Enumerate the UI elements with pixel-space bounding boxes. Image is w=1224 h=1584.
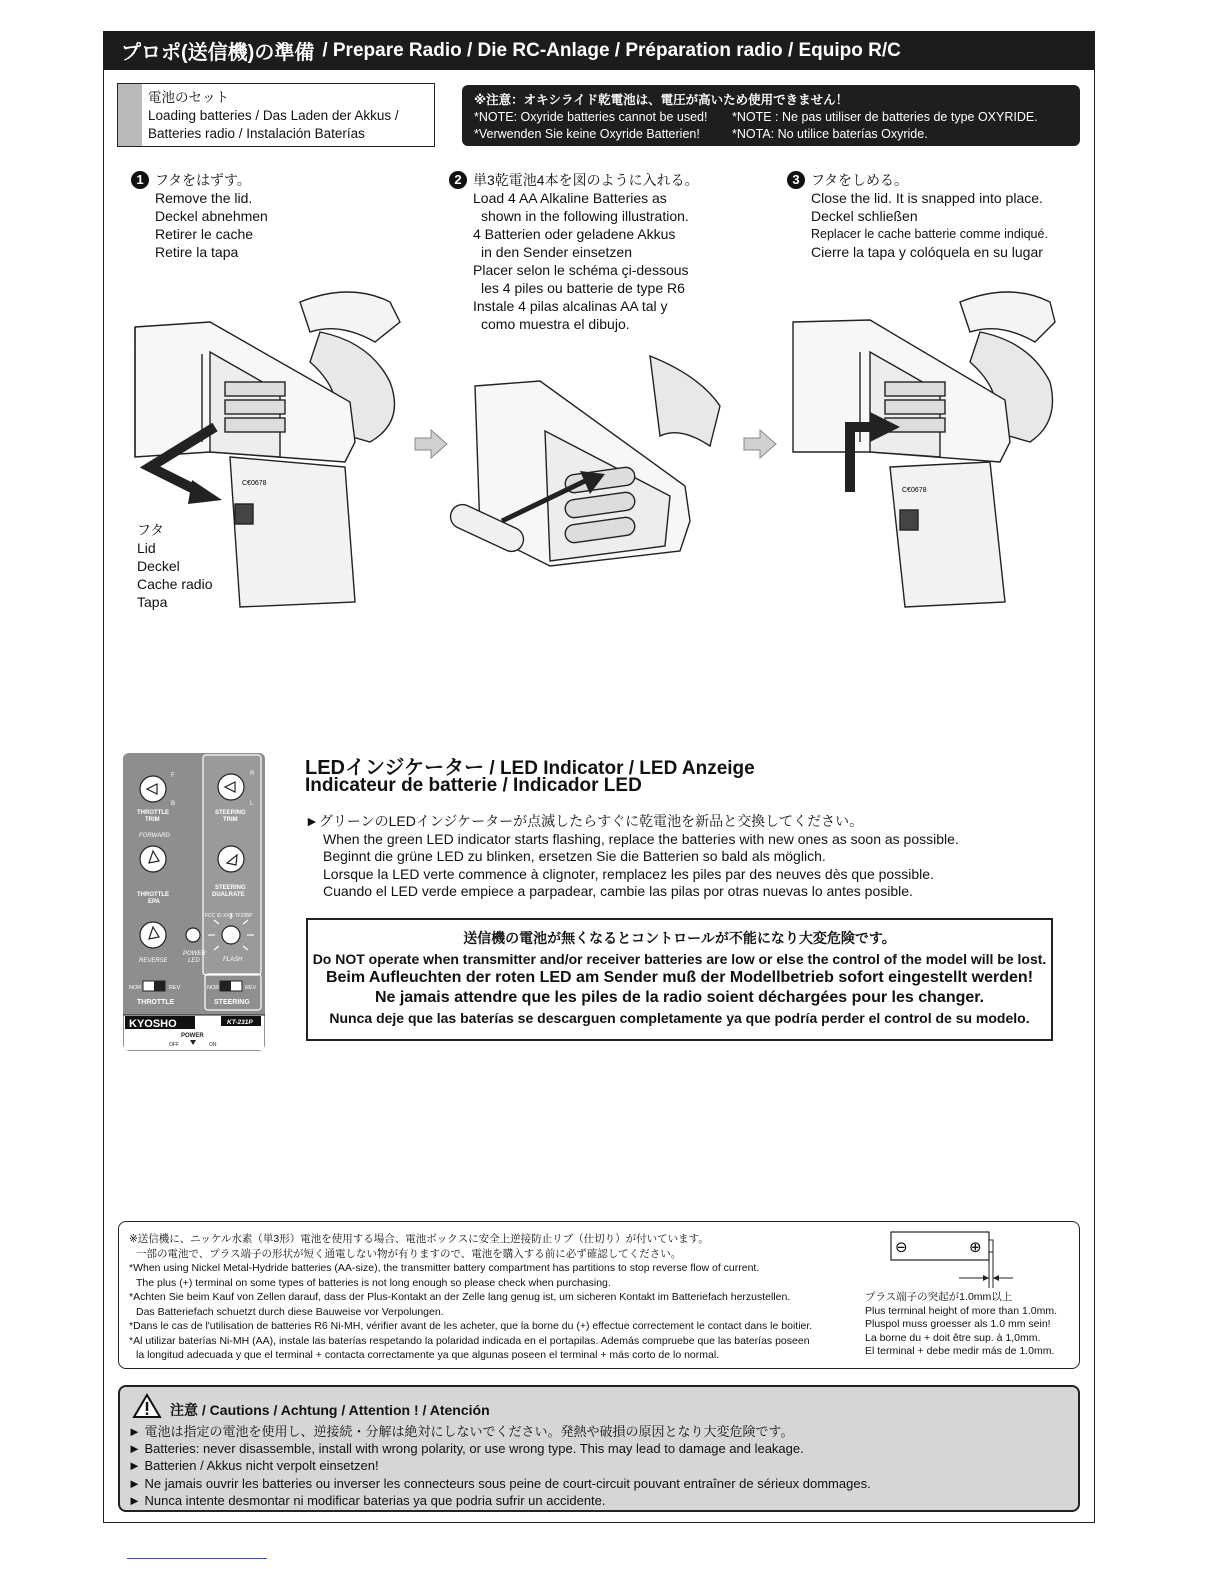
loading-line-en-de: Loading batteries / Das Laden der Akkus / <box>148 108 399 123</box>
step-1-en: Remove the lid. <box>155 190 253 206</box>
throttle-epa-label: THROTTLE <box>137 892 169 898</box>
step-3-fr: Replacer le cache batterie comme indiqué. <box>811 227 1048 241</box>
panel-model-label: KT-231P <box>227 1019 253 1026</box>
note-en: *NOTE: Oxyride batteries cannot be used! <box>474 110 708 124</box>
nimh-line: *Achten Sie beim Kauf von Zellen darauf, dass der Plus-Kontakt an der Zelle lang genug ist, um sicheren Kontakt im Batteriefach herzustellen. <box>129 1291 791 1303</box>
header-title: / Prepare Radio / Die RC-Anlage / Préparation radio / Equipo R/C <box>322 39 901 61</box>
page-header <box>103 31 1095 70</box>
caution-item: 電池は指定の電池を使用し、逆接続・分解は絶対にしないでください。発熱や破損の原因となり大変危険です。 <box>144 1424 794 1439</box>
loading-batteries-box <box>117 83 435 147</box>
nimh-line: *Dans le cas de l'utilisation de batteries R6 Ni-MH, vérifier avant de les acheter, que la borne du (+) effectue correctement le contact dans le boitier. <box>129 1320 813 1332</box>
step-2-line: 4 Batterien oder geladene Akkus <box>473 226 676 242</box>
step-number: 3 <box>787 171 805 189</box>
lid-ce-mark: C€0678 <box>902 487 927 494</box>
step-2-line: 単3乾電池4本を図のように入れる。 <box>473 172 699 188</box>
power-led-label-2: LED <box>188 958 200 964</box>
header-title-jp: プロポ(送信機)の準備 <box>121 42 315 64</box>
loading-line-fr-es: Batteries radio / Instalación Baterías <box>148 126 365 141</box>
steering-rev-label: REV <box>245 985 257 991</box>
step-2-line: Instale 4 pilas alcalinas AA tal y <box>473 298 668 314</box>
step-2-line: les 4 piles ou batterie de type R6 <box>481 280 685 296</box>
step-3-en: Close the lid. It is snapped into place. <box>811 190 1043 206</box>
led-es: Cuando el LED verde empiece a parpadear, cambie las pilas por otras nuevas lo antes posible. <box>323 883 913 899</box>
steering-dualrate-label-2: DUALRATE <box>212 892 245 898</box>
panel-brand-logo: KYOSHO <box>129 1018 177 1030</box>
note-fr: *NOTE : Ne pas utiliser de batteries de type OXYRIDE. <box>732 110 1038 124</box>
step-3-de: Deckel schließen <box>811 208 918 224</box>
battery-terminal-diagram <box>889 1230 1029 1290</box>
caution-title: 注意 / Cautions / Achtung / Attention ! / Atención <box>170 1402 490 1418</box>
plus-terminal-icon: ⊕ <box>969 1238 982 1256</box>
warning-de: Beim Aufleuchten der roten LED am Sender muß der Modellbetrieb sofort eingestellt werden! <box>325 969 1034 986</box>
terminal-note-jp: プラス端子の突起が1.0mm以上 <box>865 1291 1013 1303</box>
throttle-nor-label: NOR <box>129 985 142 991</box>
nimh-line: The plus (+) terminal on some types of batteries is not long enough so please check when purchasing. <box>136 1276 611 1289</box>
lid-label-en: Lid <box>137 540 156 556</box>
bullet-arrow-icon: ► <box>128 1475 145 1491</box>
low-battery-warning-box <box>306 918 1053 1041</box>
bullet-arrow-icon: ► <box>305 813 319 829</box>
nimh-line: Das Batteriefach schuetzt durch diese Bauweise vor Verpolungen. <box>136 1305 444 1318</box>
led-de: Beginnt die grüne LED zu blinken, ersetzen Sie die Batterien so bald als möglich. <box>323 848 826 864</box>
terminal-note-fr: La borne du + doit être sup. à 1,0mm. <box>865 1331 1041 1344</box>
nimh-line: *When using Nickel Metal-Hydride batteries (AA-size), the transmitter battery compartment has partitions to stop reverse flow of current. <box>129 1262 760 1274</box>
step-3-jp: フタをしめる。 <box>811 172 909 188</box>
step-number: 1 <box>131 171 149 189</box>
bullet-arrow-icon: ► <box>128 1441 145 1457</box>
steering-label: STEERING <box>214 999 250 1006</box>
bullet-arrow-icon: ► <box>128 1458 145 1474</box>
next-arrow-icon <box>742 428 778 460</box>
caution-box <box>118 1385 1080 1512</box>
warning-triangle-icon <box>132 1393 162 1419</box>
knob-l-label: L <box>250 801 254 807</box>
step-2-line: Load 4 AA Alkaline Batteries as <box>473 190 667 206</box>
steering-nor-label: NOR <box>207 985 220 991</box>
led-jp: グリーンのLEDインジケーターが点滅したらすぐに乾電池を新品と交換してください。 <box>318 813 864 829</box>
caution-item: Nunca intente desmontar ni modificar baterias ya que podria sufrir un accidente. <box>144 1492 606 1508</box>
lid-label-fr: Cache radio <box>137 576 213 592</box>
power-off-label: OFF <box>169 1042 179 1048</box>
flash-label: FLASH <box>223 957 243 963</box>
power-on-label: ON <box>209 1042 217 1048</box>
lid-label-jp: フタ <box>137 522 165 538</box>
nimh-line: ※送信機に、ニッケル水素（単3形）電池を使用する場合、電池ボックスに安全上逆接防止リブ（仕切り）が付いています。 <box>129 1233 709 1245</box>
terminal-note-en: Plus terminal height of more than 1.0mm. <box>865 1304 1058 1317</box>
step-2-line: shown in the following illustration. <box>481 208 689 224</box>
transmitter-panel <box>123 753 265 1051</box>
led-title-jp: LEDインジケーター <box>305 757 485 779</box>
led-title-rest: / LED Indicator / LED Anzeige <box>489 758 755 779</box>
oxyride-note-box <box>462 85 1080 146</box>
steering-dualrate-label: STEERING <box>215 885 246 891</box>
fcc-label: FCC ID XXX-TF235P <box>205 913 253 919</box>
steering-trim-label: STEERING <box>215 810 246 816</box>
caution-item: Batterien / Akkus nicht verpolt einsetzen! <box>144 1458 379 1474</box>
reverse-label: REVERSE <box>139 958 168 964</box>
step-1-de: Deckel abnehmen <box>155 208 268 224</box>
warning-en: Do NOT operate when transmitter and/or receiver batteries are low or else the control of the model will be lost. <box>312 951 1047 967</box>
footer-link-underline <box>127 1558 267 1559</box>
led-instructions <box>305 813 959 901</box>
throttle-rev-label: REV <box>169 985 181 991</box>
knob-b-label: B <box>171 801 176 807</box>
warning-jp: 送信機の電池が無くなるとコントロールが不能になり大変危険です。 <box>463 930 896 946</box>
power-label: POWER <box>181 1033 204 1039</box>
caution-item: Ne jamais ouvrir les batteries ou inverser les connecteurs sous peine de court-circuit pouvant entraîner de sérieux dommages. <box>144 1475 871 1491</box>
step-2-line: como muestra el dibujo. <box>481 316 630 332</box>
load-batteries-illustration <box>440 336 740 576</box>
transmitter-panel-drawing <box>123 753 265 1051</box>
led-fr: Lorsque la LED verte commence à clignoter, remplacez les piles par des neuves dès que possible. <box>323 865 934 882</box>
throttle-trim-label-2: TRIM <box>145 817 160 823</box>
section-tab <box>118 84 142 146</box>
step-number: 2 <box>449 171 467 189</box>
lid-label-es: Tapa <box>137 594 168 610</box>
warning-fr: Ne jamais attendre que les piles de la radio soient déchargées pour les changer. <box>374 989 985 1006</box>
lid-label-de: Deckel <box>137 558 180 574</box>
terminal-note-es: El terminal + debe medir más de 1.0mm. <box>865 1345 1055 1357</box>
nimh-line: *Al utilizar baterías Ni-MH (AA), instale las baterías respetando la polaridad indicada en el portapilas. Además compruebe que las baterías poseen <box>129 1334 810 1347</box>
forward-label: FORWARD <box>139 833 170 839</box>
lid-labels <box>137 521 213 611</box>
lid-ce-mark: C€0678 <box>242 480 267 487</box>
minus-terminal-icon: ⊖ <box>895 1238 908 1256</box>
throttle-trim-label: THROTTLE <box>137 810 169 816</box>
power-led-label: POWER <box>183 951 206 957</box>
step-1-fr: Retirer le cache <box>155 226 254 242</box>
step-1-jp: フタをはずす。 <box>155 172 251 188</box>
step-1-es: Retire la tapa <box>155 244 239 260</box>
note-es: *NOTA: No utilice baterías Oxyride. <box>732 127 928 141</box>
caution-item: Batteries: never disassemble, install with wrong polarity, or use wrong type. This may lead to damage and leakage. <box>144 1441 804 1457</box>
knob-f-label: F <box>171 773 175 779</box>
throttle-label: THROTTLE <box>137 999 175 1006</box>
bullet-arrow-icon: ► <box>128 1424 145 1439</box>
knob-r-label: R <box>250 771 255 777</box>
nimh-line: 一部の電池で、プラス端子の形状が短く通電しない物が有りますので、電池を購入する前に必ず確認してください。 <box>136 1247 682 1260</box>
steering-trim-label-2: TRIM <box>223 817 238 823</box>
warning-es: Nunca deje que las baterías se descarguen completamente ya que podría perder el control de su modelo. <box>329 1010 1030 1026</box>
throttle-epa-label-2: EPA <box>148 899 160 905</box>
note-jp: ※注意：オキシライド乾電池は、電圧が高いため使用できません！ <box>474 93 849 107</box>
nimh-line: la longitud adecuada y que el terminal + contacta correctamente ya que algunas poseen el terminal + más corto de lo normal. <box>136 1349 720 1361</box>
step-2-line: in den Sender einsetzen <box>481 244 632 260</box>
note-de: *Verwenden Sie keine Oxyride Batterien! <box>474 127 700 141</box>
loading-line-jp: 電池のセット <box>148 90 229 105</box>
bullet-arrow-icon: ► <box>128 1492 145 1508</box>
close-lid-illustration <box>790 282 1070 614</box>
terminal-note-de: Pluspol muss groesser als 1.0 mm sein! <box>865 1318 1051 1330</box>
step-3-es: Cierre la tapa y colóquela en su lugar <box>811 244 1043 260</box>
led-title-line2: Indicateur de batterie / Indicador LED <box>305 775 642 796</box>
step-2-line: Placer selon le schéma çi-dessous <box>473 262 689 278</box>
nimh-battery-note-box <box>118 1221 1080 1369</box>
led-en: When the green LED indicator starts flashing, replace the batteries with new ones as soon as possible. <box>323 830 959 847</box>
